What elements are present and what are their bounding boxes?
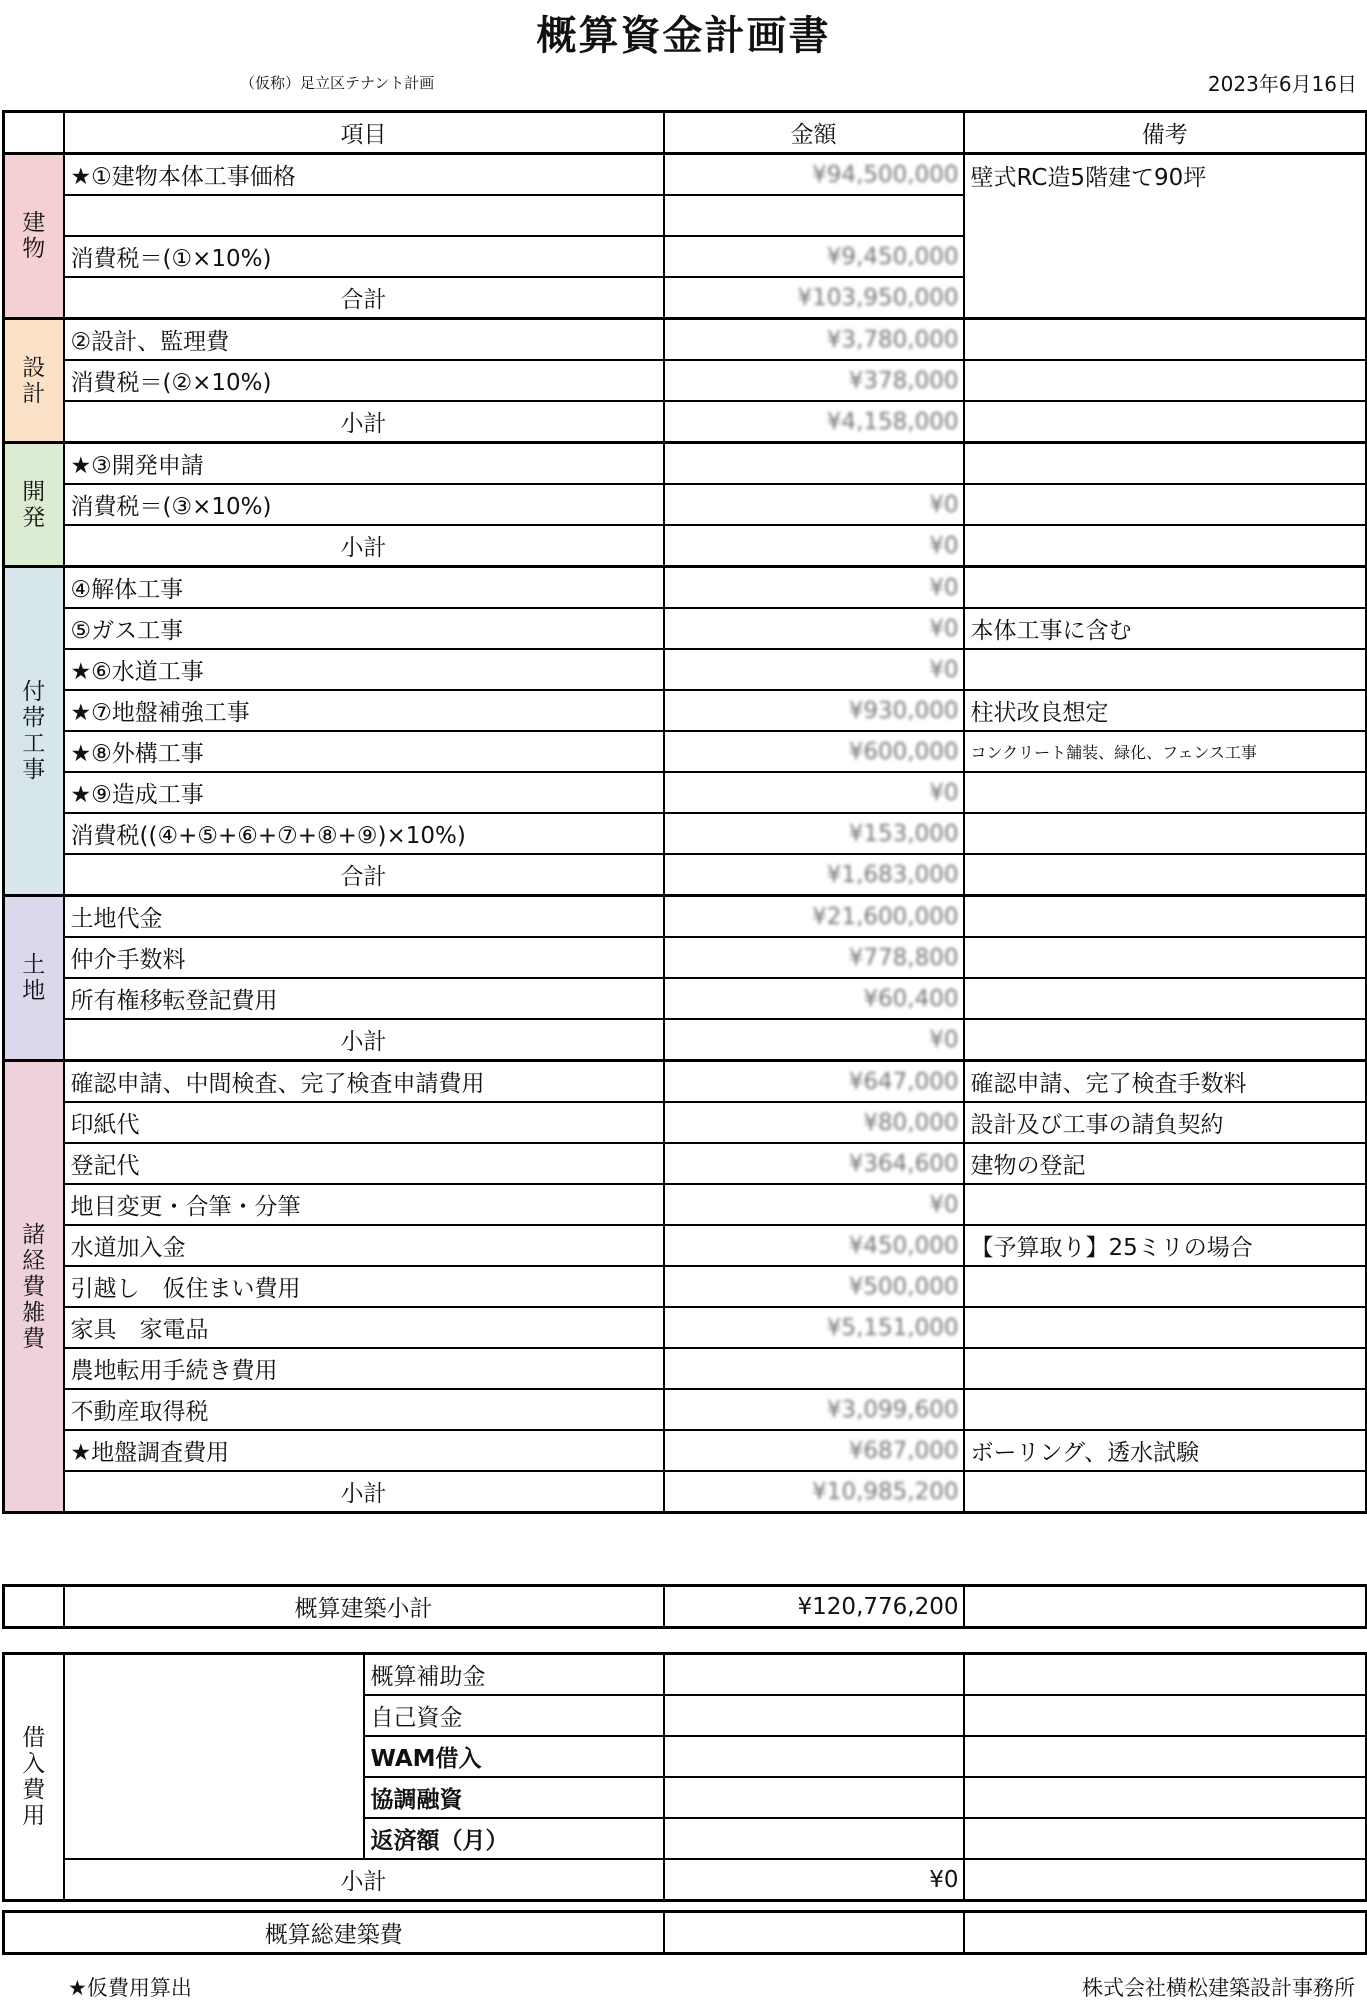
amount-cell	[664, 1777, 964, 1818]
item-cell: 返済額（月）	[364, 1818, 664, 1859]
amount-cell: ¥60,400	[664, 978, 964, 1019]
table-row	[4, 1348, 1367, 1389]
amount-cell: ¥364,600	[664, 1143, 964, 1184]
table-row	[4, 319, 1367, 361]
amount-cell: ¥0	[664, 525, 964, 567]
amount-cell: ¥378,000	[664, 360, 964, 401]
total-label: 合計	[64, 854, 664, 896]
item-cell: 引越し 仮住まい費用	[64, 1266, 664, 1307]
grand-total-row	[4, 1912, 1367, 1954]
item-cell: ★⑨造成工事	[64, 772, 664, 813]
header-item: 項目	[64, 112, 664, 154]
table-row	[4, 1859, 1367, 1901]
item-cell: 確認申請、中間検査、完了検査申請費用	[64, 1061, 664, 1103]
cost-table	[2, 110, 1367, 1514]
item-cell: 消費税＝(③×10%)	[64, 484, 664, 525]
section-label-building: 建物	[4, 154, 64, 319]
remark-cell	[964, 1348, 1367, 1389]
remark-cell	[964, 937, 1367, 978]
amount-cell	[664, 1348, 964, 1389]
item-cell: ④解体工事	[64, 567, 664, 609]
table-row	[4, 978, 1367, 1019]
amount-cell: ¥103,950,000	[664, 277, 964, 319]
subtotal-label: 小計	[64, 1859, 664, 1901]
remark-cell	[964, 1307, 1367, 1348]
construction-subtotal-row	[4, 1586, 1367, 1628]
table-row	[4, 401, 1367, 443]
grand-total-table	[2, 1910, 1367, 1955]
header-row	[4, 112, 1367, 154]
amount-cell: ¥600,000	[664, 731, 964, 772]
table-row	[4, 1143, 1367, 1184]
amount-cell: ¥5,151,000	[664, 1307, 964, 1348]
amount-cell: ¥930,000	[664, 690, 964, 731]
amount-cell: ¥0	[664, 649, 964, 690]
item-cell: WAM借入	[364, 1736, 664, 1777]
subtotal-label: 小計	[64, 1019, 664, 1061]
table-row	[4, 1019, 1367, 1061]
remark-cell: 建物の登記	[964, 1143, 1367, 1184]
company-name: 株式会社横松建築設計事務所	[1082, 1976, 1355, 2000]
remark-cell	[964, 1019, 1367, 1061]
remark-cell	[964, 978, 1367, 1019]
item-cell: 不動産取得税	[64, 1389, 664, 1430]
table-row	[4, 1307, 1367, 1348]
remark-cell	[964, 813, 1367, 854]
item-cell: 地目変更・合筆・分筆	[64, 1184, 664, 1225]
table-row	[4, 443, 1367, 485]
item-cell: 消費税＝(①×10%)	[64, 236, 664, 277]
amount-cell	[664, 443, 964, 485]
amount-cell	[664, 1654, 964, 1696]
remark-cell: 【予算取り】25ミリの場合	[964, 1225, 1367, 1266]
amount-cell: ¥500,000	[664, 1266, 964, 1307]
section-label-development: 開発	[4, 443, 64, 567]
header-remarks: 備考	[964, 112, 1367, 154]
item-cell: ★⑥水道工事	[64, 649, 664, 690]
subtotal-label: 小計	[64, 525, 664, 567]
remark-cell	[964, 1654, 1367, 1696]
amount-cell: ¥450,000	[664, 1225, 964, 1266]
item-cell: 概算補助金	[364, 1654, 664, 1696]
remark-cell: コンクリート舗装、緑化、フェンス工事	[964, 731, 1367, 772]
amount-cell: ¥3,099,600	[664, 1389, 964, 1430]
section-label-incidental: 付帯工事	[4, 567, 64, 896]
amount-cell: ¥1,683,000	[664, 854, 964, 896]
table-row	[4, 525, 1367, 567]
amount-cell: ¥4,158,000	[664, 401, 964, 443]
table-row	[4, 1266, 1367, 1307]
document-date: 2023年6月16日	[1207, 72, 1357, 96]
table-row	[4, 1225, 1367, 1266]
amount-cell: ¥687,000	[664, 1430, 964, 1471]
item-cell: 消費税＝(②×10%)	[64, 360, 664, 401]
item-cell: 印紙代	[64, 1102, 664, 1143]
subtotal-label: 小計	[64, 401, 664, 443]
table-row	[4, 813, 1367, 854]
amount-cell: ¥778,800	[664, 937, 964, 978]
remark-cell: ボーリング、透水試験	[964, 1430, 1367, 1471]
remark-cell	[964, 1736, 1367, 1777]
remark-cell: 柱状改良想定	[964, 690, 1367, 731]
amount-cell: ¥80,000	[664, 1102, 964, 1143]
amount-cell: ¥0	[664, 608, 964, 649]
table-row	[4, 690, 1367, 731]
grand-total-amount	[664, 1912, 964, 1954]
amount-cell: ¥0	[664, 1019, 964, 1061]
amount-cell	[664, 1818, 964, 1859]
table-row	[4, 1389, 1367, 1430]
table-row	[4, 1430, 1367, 1471]
table-row	[4, 896, 1367, 938]
item-cell: 農地転用手続き費用	[64, 1348, 664, 1389]
table-row	[4, 649, 1367, 690]
remark-cell	[964, 1184, 1367, 1225]
amount-cell	[664, 1736, 964, 1777]
table-row	[4, 937, 1367, 978]
amount-cell: ¥647,000	[664, 1061, 964, 1103]
amount-cell: ¥94,500,000	[664, 154, 964, 196]
item-cell: 仲介手数料	[64, 937, 664, 978]
amount-cell: ¥3,780,000	[664, 319, 964, 361]
footer-note: ★仮費用算出	[68, 1976, 192, 2000]
table-row	[4, 1061, 1367, 1103]
item-cell: ★地盤調査費用	[64, 1430, 664, 1471]
table-row	[4, 731, 1367, 772]
table-row	[4, 154, 1367, 196]
remark-cell	[964, 484, 1367, 525]
amount-cell	[664, 1695, 964, 1736]
remark-cell	[964, 1389, 1367, 1430]
item-cell: 土地代金	[64, 896, 664, 938]
table-row	[4, 567, 1367, 609]
item-cell: ★③開発申請	[64, 443, 664, 485]
section-label-loan: 借入費用	[4, 1654, 64, 1901]
item-cell: ②設計、監理費	[64, 319, 664, 361]
grand-total-label: 概算総建築費	[4, 1912, 664, 1954]
subtotal-label: 小計	[64, 1471, 664, 1513]
document-title: 概算資金計画書	[536, 13, 831, 59]
table-row	[4, 1102, 1367, 1143]
amount-cell: ¥10,985,200	[664, 1471, 964, 1513]
remark-cell	[964, 525, 1367, 567]
remark-cell	[964, 854, 1367, 896]
table-row	[4, 1654, 1367, 1696]
item-cell	[64, 195, 664, 236]
table-row	[4, 484, 1367, 525]
item-cell: 所有権移転登記費用	[64, 978, 664, 1019]
construction-subtotal-table	[2, 1584, 1367, 1629]
remark-cell	[964, 896, 1367, 938]
remark-cell: 確認申請、完了検査手数料	[964, 1061, 1367, 1103]
remark-cell: 本体工事に含む	[964, 608, 1367, 649]
item-cell: ★①建物本体工事価格	[64, 154, 664, 196]
amount-cell: ¥21,600,000	[664, 896, 964, 938]
item-cell: 登記代	[64, 1143, 664, 1184]
project-name: （仮称）足立区テナント計画	[240, 74, 435, 92]
item-cell: 消費税((④+⑤+⑥+⑦+⑧+⑨)×10%)	[64, 813, 664, 854]
section-label-misc: 諸経費雑費	[4, 1061, 64, 1513]
item-cell: 家具 家電品	[64, 1307, 664, 1348]
remark-cell: 壁式RC造5階建て90坪	[964, 154, 1367, 319]
remark-cell	[964, 1777, 1367, 1818]
loan-subtotal-amount: ¥0	[664, 1859, 964, 1901]
remark-cell	[964, 443, 1367, 485]
loan-table	[2, 1652, 1367, 1902]
amount-cell: ¥9,450,000	[664, 236, 964, 277]
remark-cell	[964, 1471, 1367, 1513]
item-cell: ★⑦地盤補強工事	[64, 690, 664, 731]
item-cell: ⑤ガス工事	[64, 608, 664, 649]
table-row	[4, 608, 1367, 649]
amount-cell: ¥153,000	[664, 813, 964, 854]
item-cell: 協調融資	[364, 1777, 664, 1818]
remark-cell	[964, 1695, 1367, 1736]
amount-cell: ¥0	[664, 567, 964, 609]
amount-cell: ¥0	[664, 1184, 964, 1225]
remark-cell	[964, 567, 1367, 609]
construction-subtotal-amount: ¥120,776,200	[664, 1586, 964, 1628]
amount-cell: ¥0	[664, 772, 964, 813]
item-cell: 水道加入金	[64, 1225, 664, 1266]
remark-cell	[964, 319, 1367, 361]
header-amount: 金額	[664, 112, 964, 154]
amount-cell: ¥0	[664, 484, 964, 525]
section-label-design: 設計	[4, 319, 64, 443]
table-row	[4, 772, 1367, 813]
table-row	[4, 1471, 1367, 1513]
item-cell: 自己資金	[364, 1695, 664, 1736]
remark-cell	[964, 772, 1367, 813]
remark-cell	[964, 360, 1367, 401]
remark-cell: 設計及び工事の請負契約	[964, 1102, 1367, 1143]
table-row	[4, 854, 1367, 896]
section-label-land: 土地	[4, 896, 64, 1061]
table-row	[4, 1184, 1367, 1225]
construction-subtotal-label: 概算建築小計	[64, 1586, 664, 1628]
remark-cell	[964, 1266, 1367, 1307]
remark-cell	[964, 649, 1367, 690]
table-row	[4, 360, 1367, 401]
remark-cell	[964, 1818, 1367, 1859]
amount-cell	[664, 195, 964, 236]
item-cell: ★⑧外構工事	[64, 731, 664, 772]
remark-cell	[964, 401, 1367, 443]
total-label: 合計	[64, 277, 664, 319]
